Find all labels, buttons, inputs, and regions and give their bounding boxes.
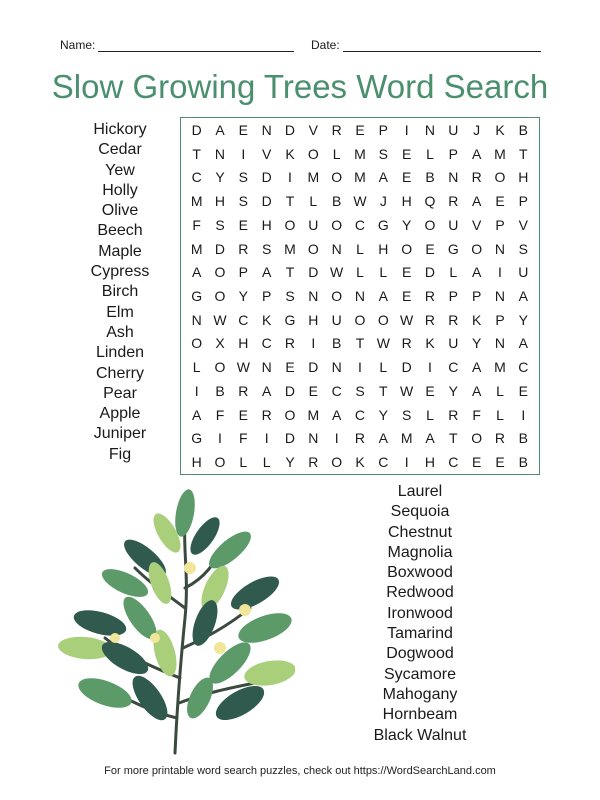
grid-cell: E [238,406,248,423]
grid-cell: Y [518,311,528,328]
grid-cell: H [401,193,412,210]
grid-cell: D [308,264,319,281]
grid-cell: O [284,406,296,423]
grid-cell: P [378,121,388,138]
left-list-word: Maple [98,242,142,260]
grid-cell: K [355,454,365,471]
grid-cell: N [261,121,272,138]
grid-cell: T [285,264,295,281]
grid-cell: A [518,335,528,352]
grid-cell: S [378,145,388,162]
grid-cell: I [241,145,246,162]
grid-cell: C [518,359,529,376]
grid-cell: W [213,311,227,328]
name-label: Name: [60,38,96,52]
grid-cell: O [331,287,343,304]
grid-cell: V [518,216,528,233]
grid-cell: F [472,406,481,423]
left-list-word: Elm [106,303,134,321]
grid-cell: N [214,145,226,162]
grid-cell: C [448,454,459,471]
grid-cell: M [494,359,506,376]
grid-cell: L [239,454,248,471]
grid-cell: R [284,335,296,352]
grid-cell: R [238,240,249,257]
grid-cell: I [194,382,199,399]
grid-cell: O [401,240,413,257]
grid-cell: I [521,406,526,423]
grid-cell: N [261,359,272,376]
grid-cell: S [238,193,248,210]
grid-cell: E [495,193,505,210]
grid-cell: F [239,430,248,447]
grid-cell: R [448,193,459,210]
grid-cell: P [261,287,272,304]
left-list-word: Yew [105,161,135,179]
grid-cell: R [331,121,342,138]
grid-cell: S [355,382,365,399]
left-list-word: Olive [101,202,139,220]
grid-cell: Y [215,169,225,186]
grid-cell: O [307,145,319,162]
date-label: Date: [311,38,340,52]
grid-cell: A [261,382,272,399]
right-list-word: Redwood [386,584,454,602]
grid-cell: G [191,287,203,304]
right-list-word: Magnolia [387,543,453,561]
grid-cell: A [261,264,272,281]
grid-cell: A [378,287,388,304]
grid-cell: D [261,193,272,210]
grid-cell: G [284,311,296,328]
grid-cell: L [426,406,434,423]
grid-cell: E [518,382,528,399]
grid-cell: G [191,430,203,447]
grid-cell: L [426,145,434,162]
word-list-left [60,120,180,465]
grid-cell: U [448,335,459,352]
right-list-word: Laurel [397,483,443,500]
right-list-word: Dogwood [386,645,454,663]
grid-cell: M [190,193,203,210]
grid-cell: C [354,216,366,233]
grid-cell: D [401,359,412,376]
grid-cell: T [519,145,528,162]
grid-cell: D [214,240,226,257]
grid-cell: M [354,145,366,162]
right-list-word: Chestnut [387,523,453,541]
letter-grid [180,117,540,475]
right-list-word: Tamarind [387,625,453,643]
grid-cell: R [494,430,506,447]
grid-cell: A [331,406,342,423]
grid-cell: S [238,169,248,186]
right-list-word: Hornbeam [382,706,458,724]
grid-cell: G [447,240,459,257]
grid-cell: A [518,287,528,304]
grid-cell: W [400,311,414,328]
grid-cell: N [191,311,202,328]
grid-cell: Y [238,287,248,304]
grid-cell: Y [471,335,482,352]
grid-cell: M [354,169,366,186]
grid-cell: L [496,382,504,399]
grid-cell: D [284,430,296,447]
grid-cell: L [379,264,388,281]
grid-cell: G [377,216,389,233]
name-line[interactable] [98,41,294,52]
right-list-word: Sycamore [383,665,457,683]
grid-cell: A [425,430,435,447]
left-list-word: Linden [95,344,145,362]
grid-cell: H [378,240,389,257]
grid-cell: E [495,454,505,471]
grid-cell: Y [285,454,295,471]
left-list-word: Holly [102,181,138,199]
grid-cell: K [425,335,435,352]
grid-cell: S [215,216,225,233]
grid-cell: N [494,335,506,352]
grid-cell: Q [424,193,436,210]
grid-cell: H [518,169,529,186]
grid-cell: R [471,169,482,186]
grid-cell: W [353,193,367,210]
grid-cell: N [448,169,459,186]
grid-cell: A [378,169,388,186]
grid-cell: O [471,240,483,257]
grid-cell: H [424,454,436,471]
left-list-word: Cypress [90,263,150,281]
grid-cell: C [448,359,459,376]
grid-cell: K [495,121,505,138]
grid-cell: M [400,430,413,447]
grid-cell: P [471,287,482,304]
grid-cell: E [238,216,248,233]
date-line[interactable] [343,41,541,52]
grid-cell: L [262,454,271,471]
grid-cell: B [215,382,225,399]
grid-cell: J [473,121,481,138]
grid-cell: A [378,430,388,447]
left-list-word: Hickory [93,121,147,138]
grid-cell: D [284,382,296,399]
grid-cell: Y [401,216,412,233]
left-list-word: Cedar [98,141,142,159]
grid-cell: A [471,359,482,376]
grid-cell: A [191,264,202,281]
right-list-word: Boxwood [387,564,453,582]
tree-branch-illustration [55,488,295,758]
grid-cell: N [331,240,342,257]
right-list-word: Black Walnut [373,726,467,744]
grid-cell: O [331,216,343,233]
grid-cell: I [218,430,222,447]
grid-cell: R [424,287,436,304]
grid-cell: U [448,121,459,138]
grid-cell: O [331,169,343,186]
grid-cell: O [214,264,226,281]
grid-cell: N [308,430,319,447]
grid-cell: B [518,430,528,447]
grid-cell: R [238,382,249,399]
grid-cell: P [518,193,528,210]
grid-cell: L [356,264,364,281]
grid-cell: R [448,406,459,423]
grid-cell: A [471,145,482,162]
grid-cell: O [307,240,319,257]
grid-cell: L [192,359,201,376]
grid-cell: D [191,121,202,138]
grid-cell: U [448,216,459,233]
grid-cell: O [284,216,296,233]
grid-cell: T [449,430,458,447]
grid-cell: O [494,169,506,186]
grid-cell: R [424,311,436,328]
grid-cell: R [354,430,366,447]
grid-cell: E [285,359,295,376]
grid-cell: F [215,406,225,423]
grid-cell: B [425,169,435,186]
grid-cell: H [308,311,319,328]
grid-cell: I [358,359,362,376]
grid-cell: I [498,264,502,281]
grid-cell: O [471,430,483,447]
grid-cell: E [401,145,412,162]
grid-cell: C [331,382,342,399]
grid-cell: W [330,264,344,281]
grid-cell: O [214,287,226,304]
grid-cell: S [285,287,295,304]
grid-cell: H [191,454,202,471]
grid-cell: A [471,264,482,281]
grid-cell: L [379,359,388,376]
grid-cell: U [331,311,342,328]
word-list-right [360,482,480,746]
grid-cell: D [261,169,272,186]
grid-cell: D [284,121,296,138]
grid-cell: E [425,382,435,399]
grid-cell: Y [448,382,458,399]
footer-note: For more printable word search puzzles, check out https://WordSearchLand.com [104,765,496,777]
grid-cell: U [308,216,319,233]
grid-cell: W [400,382,414,399]
grid-cell: D [308,359,319,376]
grid-cell: T [379,382,388,399]
grid-cell: C [238,311,249,328]
grid-cell: D [424,264,436,281]
grid-cell: B [331,335,342,352]
grid-cell: E [401,287,412,304]
grid-cell: K [471,311,482,328]
grid-cell: E [425,240,435,257]
grid-cell: K [285,145,295,162]
grid-cell: R [261,406,272,423]
grid-cell: N [494,240,506,257]
grid-cell: S [518,240,528,257]
grid-cell: N [354,287,366,304]
grid-cell: W [376,335,390,352]
grid-cell: E [238,121,248,138]
grid-cell: N [331,359,342,376]
grid-cell: F [192,216,201,233]
grid-cell: E [401,169,412,186]
name-field[interactable] [60,38,294,52]
grid-cell: A [471,382,482,399]
grid-cell: O [424,216,436,233]
grid-cell: V [261,145,272,162]
grid-cell: T [285,193,295,210]
left-list-word: Juniper [93,425,147,443]
grid-cell: P [238,264,248,281]
grid-cell: B [518,454,528,471]
grid-cell: M [494,145,506,162]
grid-cell: I [428,359,432,376]
grid-cell: C [261,335,272,352]
grid-cell: M [307,169,320,186]
grid-cell: E [308,382,318,399]
grid-cell: M [284,240,296,257]
grid-cell: O [214,359,226,376]
grid-cell: O [191,335,203,352]
grid-cell: T [192,145,201,162]
right-list-word: Mahogany [382,685,458,703]
grid-cell: X [215,335,225,352]
grid-cell: M [307,406,320,423]
page-title: Slow Growing Trees Word Search [51,68,549,105]
grid-cell: O [214,454,226,471]
left-list-word: Fig [108,445,132,463]
leaves [57,488,295,727]
grid-cell: B [331,193,342,210]
grid-cell: L [356,240,364,257]
grid-cell: K [261,311,272,328]
grid-cell: C [354,406,366,423]
grid-cell: B [518,121,528,138]
left-list-word: Cherry [95,364,144,382]
grid-cell: L [332,145,341,162]
grid-cell: H [214,193,226,210]
left-list-word: Pear [103,384,137,402]
date-field[interactable] [311,38,541,52]
grid-cell: Y [378,406,388,423]
grid-cell: A [215,121,225,138]
grid-cell: I [288,169,292,186]
grid-cell: N [308,287,319,304]
grid-cell: P [448,287,458,304]
grid-cell: P [448,145,458,162]
grid-cell: C [191,169,202,186]
grid-cell: O [377,311,389,328]
left-list-word: Beech [97,222,143,240]
grid-cell: V [471,216,482,233]
grid-cell: U [518,264,529,281]
left-list-word: Birch [101,283,139,301]
grid-cell: E [355,121,365,138]
grid-cell: T [355,335,365,352]
left-list-word: Ash [106,323,134,341]
grid-cell: P [495,216,505,233]
grid-cell: V [308,121,318,138]
grid-cell: M [190,240,203,257]
grid-cell: H [238,335,249,352]
grid-cell: R [308,454,319,471]
grid-cell: E [401,264,412,281]
grid-cell: E [471,454,482,471]
grid-cell: I [311,335,316,352]
grid-cell: A [471,193,482,210]
grid-cell: C [378,454,389,471]
grid-cell: I [334,430,339,447]
grid-cell: N [494,287,506,304]
grid-cell: I [264,430,269,447]
grid-cell: I [404,121,409,138]
grid-cell: H [261,216,272,233]
grid-cell: R [448,311,459,328]
grid-cell: W [236,359,250,376]
grid-cell: L [309,193,318,210]
grid-cell: O [331,454,343,471]
grid-cell: L [449,264,458,281]
grid-cell: A [191,406,202,423]
grid-cell: S [401,406,412,423]
grid-cell: L [496,406,504,423]
grid-cell: P [495,311,505,328]
left-list-word: Apple [99,405,141,423]
right-list-word: Ironwood [387,604,453,622]
grid-cell: S [261,240,272,257]
grid-cell: O [354,311,366,328]
grid-cell: J [379,193,387,210]
right-list-word: Sequoia [390,503,450,521]
grid-cell: I [404,454,409,471]
grid-cell: N [424,121,436,138]
grid-cell: R [401,335,412,352]
